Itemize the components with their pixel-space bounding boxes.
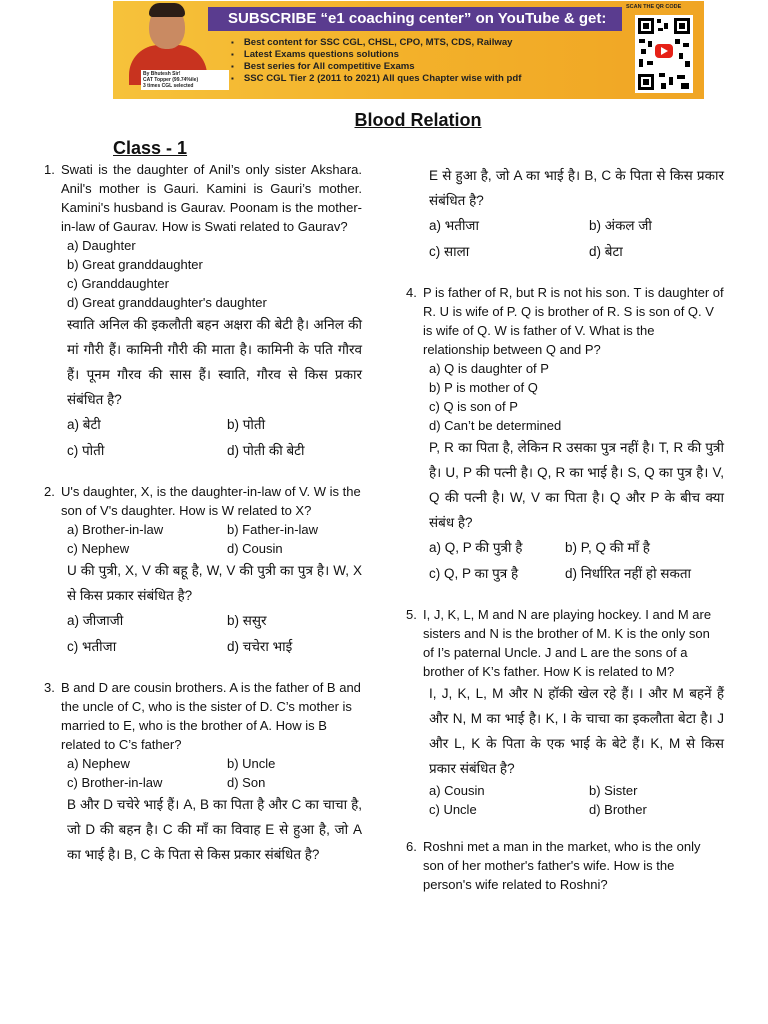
hindi-question-text: B और D चचेरे भाई हैं। A, B का पिता है और C का चाचा है, जो D की बहन है। C की माँ का विवाह E से हुआ है, जो A का भाई है। B, C के पिता से किस प्रकार संबंधित है?	[67, 797, 362, 862]
benefit-item: ▪ SSC CGL Tier 2 (2011 to 2021) All ques Chapter wise with pdf	[231, 73, 521, 85]
hindi-option: b) अंकल जी	[589, 218, 652, 233]
hindi-question-text: स्वाति अनिल की इकलौती बहन अक्षरा की बेटी है। अनिल की मां गौरी हैं। कामिनी गौरी की माता है। कामिनी के पति गौरव हैं। पूनम गौरव की सास हैं। स्वाति, गौरव से किस प्रकार संबंधित है?	[67, 317, 362, 407]
option: b) Father-in-law	[227, 522, 319, 537]
caption-line: By Bhutesh Sir!	[143, 71, 181, 77]
option: b) Uncle	[227, 756, 276, 771]
hindi-option: c) Q, P का पुत्र है	[429, 566, 519, 581]
options-list	[44, 520, 362, 558]
hindi-option: b) ससुर	[227, 613, 267, 628]
option: a) Cousin	[429, 783, 485, 798]
option: b) Sister	[589, 783, 638, 798]
hindi-option: a) भतीजा	[429, 218, 479, 233]
class-heading: Class - 1	[113, 138, 188, 158]
question-number: 6.	[406, 839, 417, 854]
hindi-option: a) Q, P की पुत्री है	[429, 540, 523, 555]
option: d) Son	[227, 775, 266, 790]
options-list	[44, 236, 362, 312]
hindi-options	[406, 535, 724, 587]
question-3	[44, 678, 362, 867]
question-6	[406, 837, 724, 894]
question-3-continued	[406, 163, 724, 265]
hindi-option: d) बेटा	[589, 244, 623, 259]
option: b) Great granddaughter	[67, 257, 203, 272]
right-column	[406, 163, 724, 912]
hindi-options	[44, 608, 362, 660]
benefit-item: ▪ Best content for SSC CGL, CHSL, CPO, MTS, CDS, Railway	[231, 37, 521, 49]
option: c) Nephew	[67, 541, 130, 556]
hindi-option: d) चचेरा भाई	[227, 639, 293, 654]
question-text: Roshni met a man in the market, who is the only son of her mother's father's wife. How is the person's wife related to Roshni?	[423, 839, 701, 892]
question-2	[44, 482, 362, 660]
hindi-question-text: U की पुत्री, X, V की बहू है, W, V की पुत्री का पुत्र है। W, X से किस प्रकार संबंधित है?	[67, 563, 362, 603]
question-number: 4.	[406, 285, 417, 300]
hindi-option: d) पोती की बेटी	[227, 443, 305, 458]
option: d) Can’t be determined	[429, 418, 562, 433]
hindi-question-text: P, R का पिता है, लेकिन R उसका पुत्र नहीं है। T, R की पुत्री है। U, P की पत्नी है। Q, R का भाई है। S, Q का पुत्र है। V, Q की पत्नी है। W, V का पिता है। Q और P के बीच क्या संबंध है?	[429, 440, 724, 530]
presenter-caption	[141, 70, 229, 90]
question-text: I, J, K, L, M and N are playing hockey. I and M are sisters and N is the brother of M. K is the only son of I’s paternal Uncle. J and L are the sons of a brother of K’s father. How K is related to M?	[423, 607, 712, 679]
options-list	[406, 359, 724, 435]
question-number: 3.	[44, 680, 55, 695]
option: a) Q is daughter of P	[429, 361, 549, 376]
caption-line: 3 times CGL selected	[143, 83, 194, 89]
hindi-option: d) निर्धारित नहीं हो सकता	[565, 566, 692, 581]
question-4	[406, 283, 724, 587]
option: c) Uncle	[429, 802, 477, 817]
option: c) Q is son of P	[429, 399, 518, 414]
subscribe-heading: SUBSCRIBE “e1 coaching center” on YouTube & get:	[228, 10, 607, 27]
option: d) Cousin	[227, 541, 283, 556]
left-column	[44, 160, 362, 885]
qr-code-icon[interactable]	[635, 15, 693, 93]
hindi-question-text-continued: E से हुआ है, जो A का भाई है। B, C के पिता से किस प्रकार संबंधित है?	[429, 168, 724, 208]
hindi-option: a) बेटी	[67, 417, 101, 432]
question-text: P is father of R, but R is not his son. T is daughter of R. U is wife of P. Q is brother of R. S is son of Q. V is wife of Q. W is father of V. What is the relationship between Q and P?	[423, 285, 724, 357]
hindi-options	[406, 213, 724, 265]
question-text: Swati is the daughter of Anil’s only sister Akshara. Anil's mother is Gauri. Kamini is Gauri’s mother. Kamini's husband is Gaurav. Poonam is the mother-in-law of Gaurav. How is Swati related to Gaurav?	[61, 162, 362, 234]
hindi-option: a) जीजाजी	[67, 613, 124, 628]
question-5	[406, 605, 724, 819]
question-1	[44, 160, 362, 464]
options-list	[406, 781, 724, 819]
hindi-option: b) पोती	[227, 417, 266, 432]
option: d) Brother	[589, 802, 647, 817]
question-text: U's daughter, X, is the daughter-in-law of V. W is the son of V's daughter. How is W related to X?	[61, 484, 361, 518]
option: a) Nephew	[67, 756, 130, 771]
youtube-promo-banner	[113, 1, 704, 99]
option: c) Brother-in-law	[67, 775, 163, 790]
scan-qr-label: SCAN THE QR CODE	[626, 4, 682, 10]
benefits-list	[231, 37, 521, 85]
question-number: 1.	[44, 162, 55, 177]
option: b) P is mother of Q	[429, 380, 538, 395]
page-title: Blood Relation	[354, 110, 482, 130]
option: a) Brother-in-law	[67, 522, 164, 537]
benefit-item: ▪ Best series for All competitive Exams	[231, 61, 521, 73]
hindi-question-text: I, J, K, L, M और N हॉकी खेल रहे हैं। I और M बहनें हैं और N, M का भाई है। K, I के चाचा का इकलौता बेटा है। J और L, K के पिता के एक भाई के बेटे हैं। K, M से किस प्रकार संबंधित है?	[429, 686, 724, 776]
hindi-option: c) भतीजा	[67, 639, 117, 654]
hindi-option: c) साला	[429, 244, 470, 259]
hindi-option: b) P, Q की माँ है	[565, 540, 650, 555]
option: c) Granddaughter	[67, 276, 169, 291]
option: a) Daughter	[67, 238, 136, 253]
caption-line: CAT Topper (99.74%ile)	[143, 77, 199, 83]
question-text: B and D are cousin brothers. A is the father of B and the uncle of C, who is the sister of D. C’s mother is married to E, who is the brother of A. How is B related to C’s father?	[61, 680, 361, 752]
question-number: 5.	[406, 607, 417, 622]
option: d) Great granddaughter's daughter	[67, 295, 267, 310]
hindi-options	[44, 412, 362, 464]
hindi-option: c) पोती	[67, 443, 105, 458]
options-list	[44, 754, 362, 792]
benefit-item: ▪ Latest Exams questions solutions	[231, 49, 521, 61]
question-number: 2.	[44, 484, 55, 499]
